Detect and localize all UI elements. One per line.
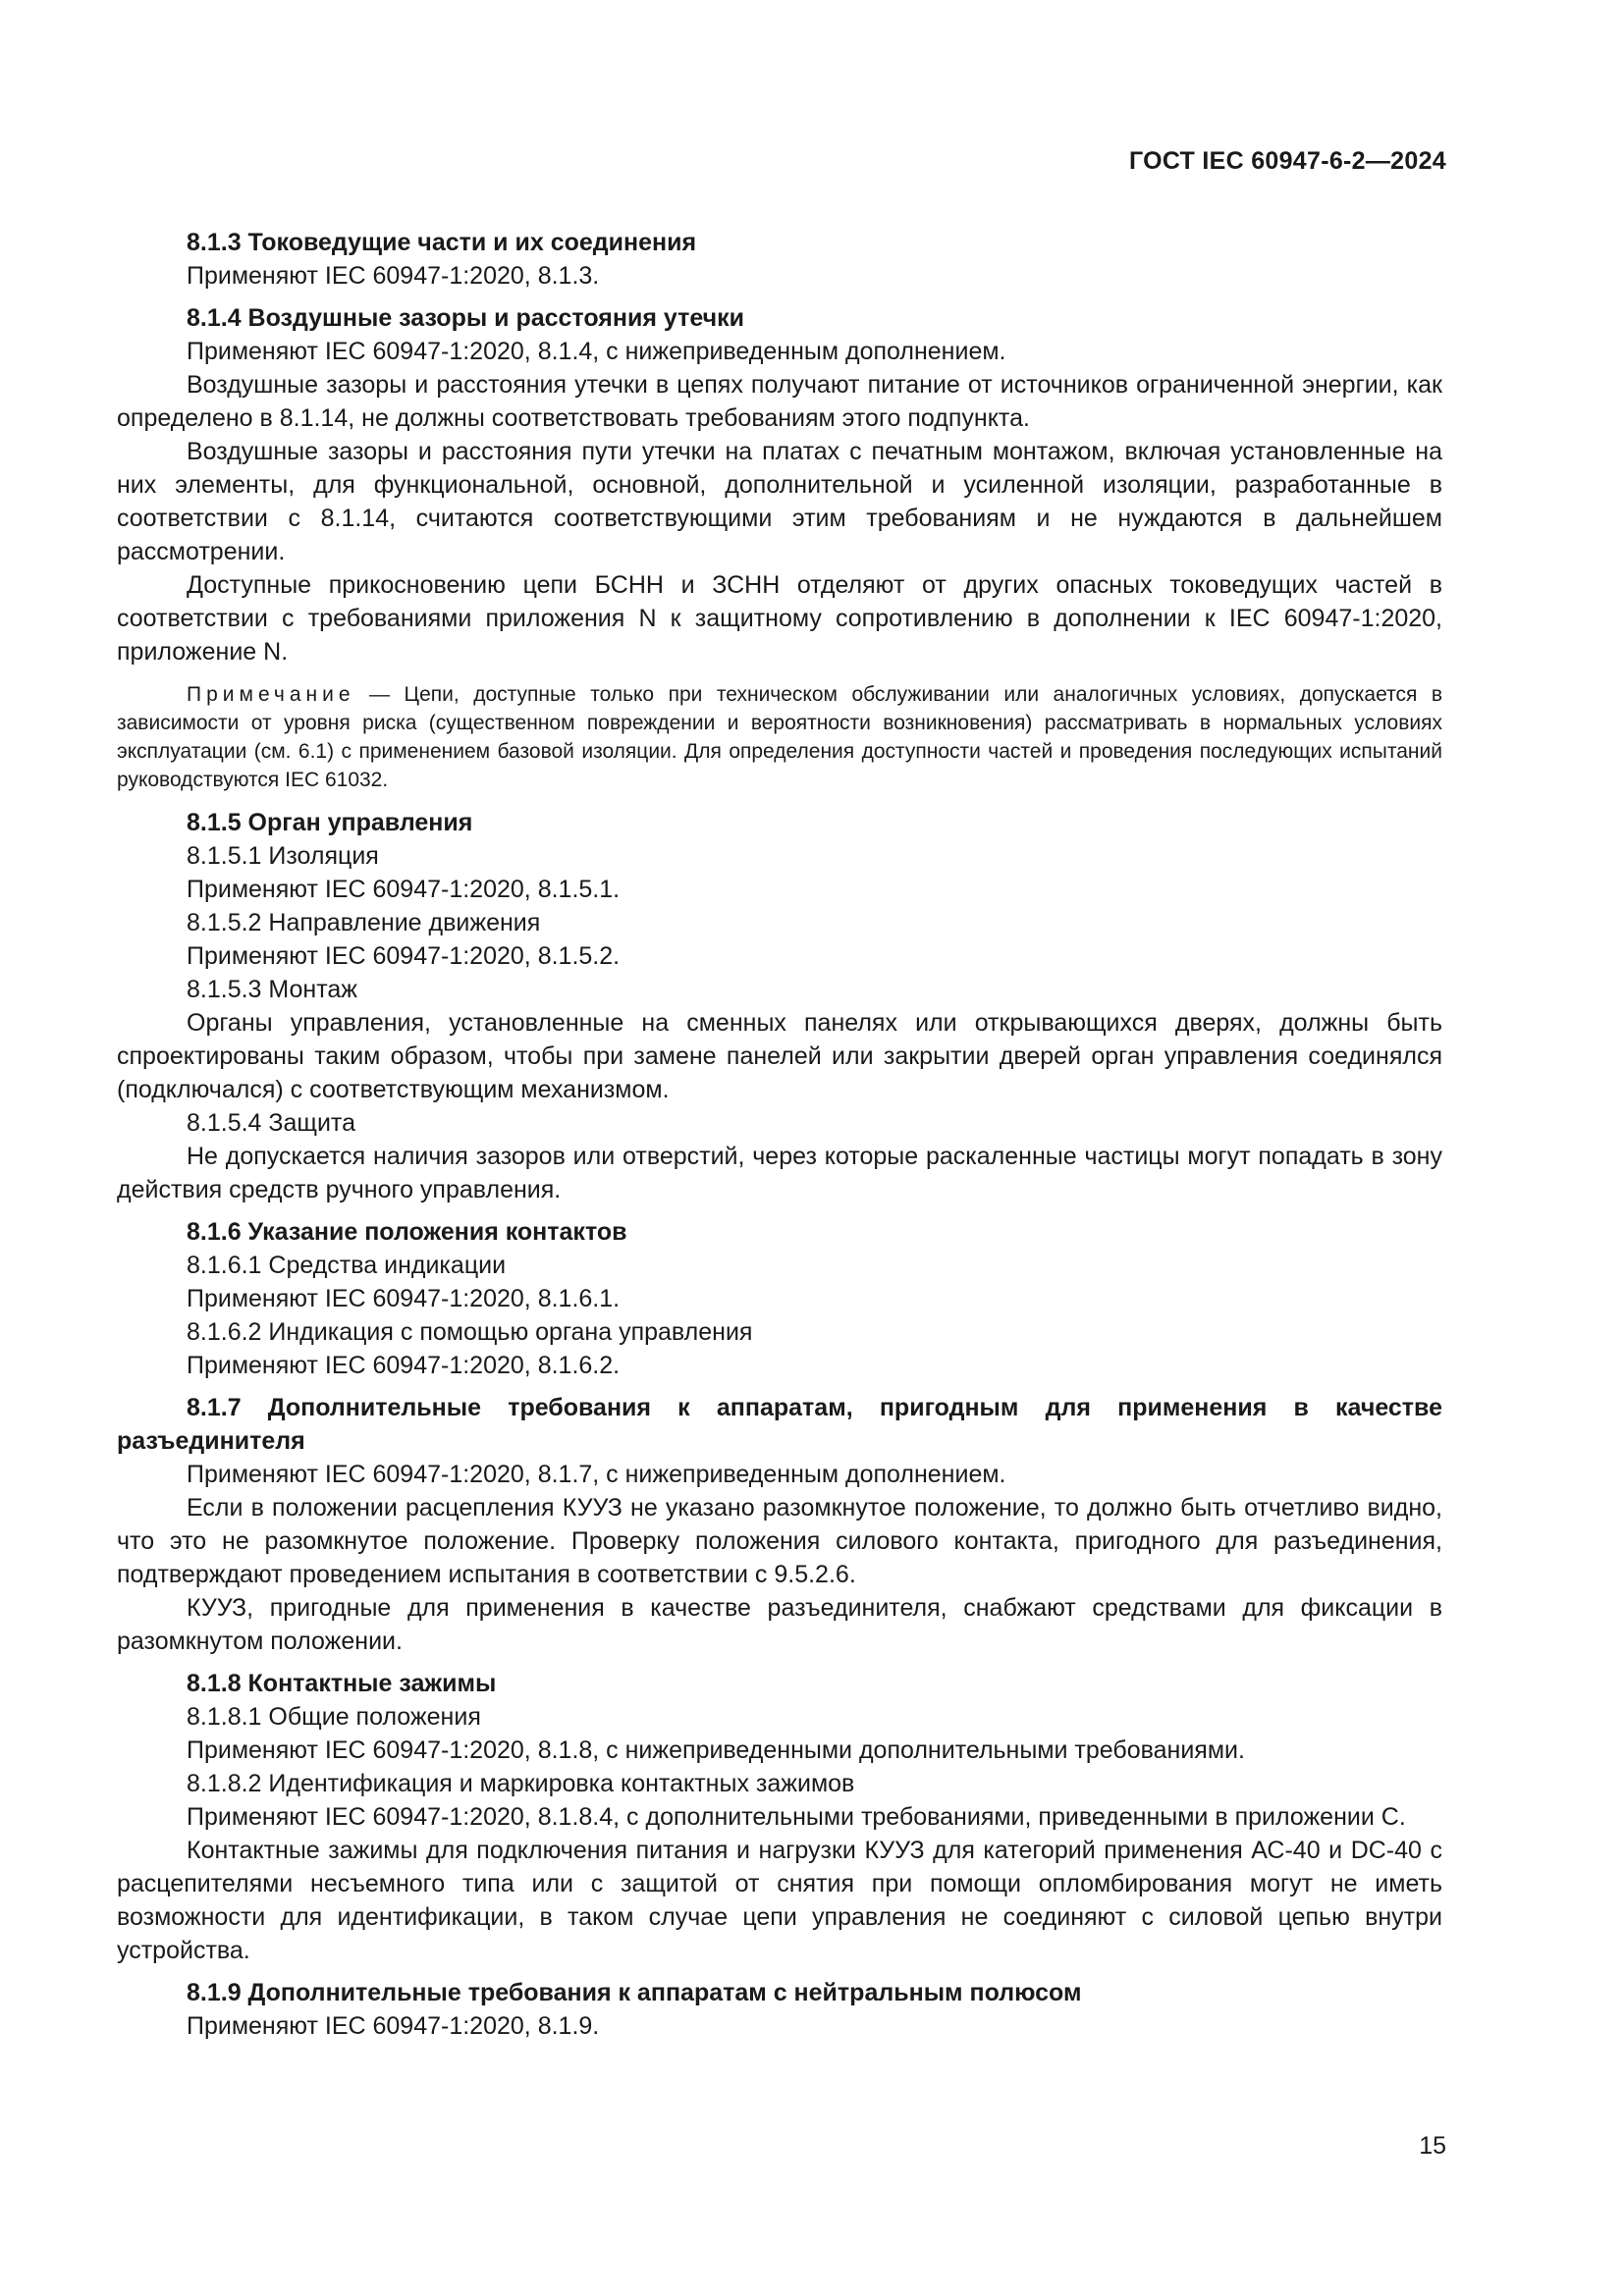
- section-heading: 8.1.5 Орган управления: [187, 809, 473, 836]
- note-paragraph: [117, 680, 1442, 794]
- note-label: Примечание: [187, 683, 355, 706]
- page-number: 15: [1419, 2132, 1446, 2160]
- body-paragraph: Контактные зажимы для подключения питания и нагрузки КУУЗ для категорий применения АС-40 и DC-40 с расцепителями несъемного типа или с защитой от снятия при помощи опломбирования могут не иметь возможности для идентификации, в таком случае цепи управления не соединяют с силовой цепью внутри устройства.: [117, 1837, 1442, 1964]
- body-paragraph: Доступные прикосновению цепи БСНН и ЗСНН отделяют от других опасных токоведущих частей в соответствии с требованиями приложения N к защитному сопротивлению в дополнении к IEC 60947-1:2020, приложение N.: [117, 571, 1442, 666]
- body-paragraph: Применяют IEC 60947-1:2020, 8.1.6.2.: [187, 1352, 621, 1379]
- body-paragraph: 8.1.8.1 Общие положения: [187, 1703, 481, 1731]
- section-heading: 8.1.9 Дополнительные требования к аппаратам с нейтральным полюсом: [187, 1979, 1082, 2006]
- body-paragraph: 8.1.5.2 Направление движения: [187, 909, 541, 936]
- section-heading: 8.1.6 Указание положения контактов: [187, 1218, 627, 1246]
- body-paragraph: Воздушные зазоры и расстояния пути утечки на платах с печатным монтажом, включая установленные на них элементы, для функциональной, основной, дополнительной и усиленной изоляции, разработанные в соответствии с 8.1.14, считаются соответствующими этим требованиям и не нуждаются в дальнейшем рассмотрении.: [117, 438, 1442, 565]
- body-paragraph: Применяют IEC 60947-1:2020, 8.1.4, с нижеприведенным дополнением.: [187, 338, 1006, 365]
- body-paragraph: 8.1.5.4 Защита: [187, 1109, 356, 1137]
- section-heading: 8.1.4 Воздушные зазоры и расстояния утечки: [187, 304, 745, 332]
- body-paragraph: Применяют IEC 60947-1:2020, 8.1.8, с нижеприведенными дополнительными требованиями.: [187, 1736, 1245, 1764]
- body-paragraph: Не допускается наличия зазоров или отверстий, через которые раскаленные частицы могут попадать в зону действия средств ручного управления.: [117, 1143, 1442, 1203]
- section-heading: 8.1.3 Токоведущие части и их соединения: [187, 229, 697, 256]
- document-code-header: ГОСТ IEC 60947-6-2—2024: [1128, 147, 1446, 175]
- body-paragraph: Воздушные зазоры и расстояния утечки в цепях получают питание от источников ограниченной энергии, как определено в 8.1.14, не должны соответствовать требованиям этого подпункта.: [117, 371, 1442, 432]
- body-paragraph: Применяют IEC 60947-1:2020, 8.1.5.1.: [187, 876, 621, 903]
- body-paragraph: Применяют IEC 60947-1:2020, 8.1.8.4, с дополнительными требованиями, приведенными в приложении С.: [187, 1803, 1406, 1831]
- body-paragraph: Применяют IEC 60947-1:2020, 8.1.5.2.: [187, 942, 621, 970]
- body-paragraph: КУУЗ, пригодные для применения в качестве разъединителя, снабжают средствами для фиксации в разомкнутом положении.: [117, 1594, 1442, 1655]
- body-paragraph: 8.1.6.2 Индикация с помощью органа управления: [187, 1318, 753, 1346]
- body-paragraph: Применяют IEC 60947-1:2020, 8.1.6.1.: [187, 1285, 621, 1312]
- body-paragraph: Органы управления, установленные на сменных панелях или открывающихся дверях, должны быть спроектированы таким образом, чтобы при замене панелей или закрытии дверей орган управления соединялся (подключался) с соответствующим механизмом.: [117, 1009, 1442, 1103]
- document-body: [117, 226, 1442, 2043]
- body-paragraph: Если в положении расцепления КУУЗ не указано разомкнутое положение, то должно быть отчетливо видно, что это не разомкнутое положение. Проверку положения силового контакта, пригодного для разъединения, подтверждают проведением испытания в соответствии с 9.5.2.6.: [117, 1494, 1442, 1588]
- section-heading: 8.1.7 Дополнительные требования к аппаратам, пригодным для применения в качестве разъединителя: [117, 1394, 1442, 1455]
- body-paragraph: 8.1.8.2 Идентификация и маркировка контактных зажимов: [187, 1770, 855, 1797]
- body-paragraph: Применяют IEC 60947-1:2020, 8.1.7, с нижеприведенным дополнением.: [187, 1461, 1006, 1488]
- body-paragraph: 8.1.5.1 Изоляция: [187, 842, 379, 870]
- section-heading: 8.1.8 Контактные зажимы: [187, 1670, 497, 1697]
- body-paragraph: Применяют IEC 60947-1:2020, 8.1.3.: [187, 262, 600, 290]
- note-text: — Цепи, доступные только при техническом обслуживании или аналогичных условиях, допускается в зависимости от уровня риска (существенном повреждении и вероятности возникновения) рассматривать в нормальных условиях эксплуатации (см. 6.1) с применением базовой изоляции. Для определения доступности частей и проведения последующих испытаний руководствуются IEC 61032.: [117, 683, 1442, 791]
- body-paragraph: 8.1.6.1 Средства индикации: [187, 1252, 507, 1279]
- body-paragraph: 8.1.5.3 Монтаж: [187, 976, 358, 1003]
- body-paragraph: Применяют IEC 60947-1:2020, 8.1.9.: [187, 2012, 600, 2040]
